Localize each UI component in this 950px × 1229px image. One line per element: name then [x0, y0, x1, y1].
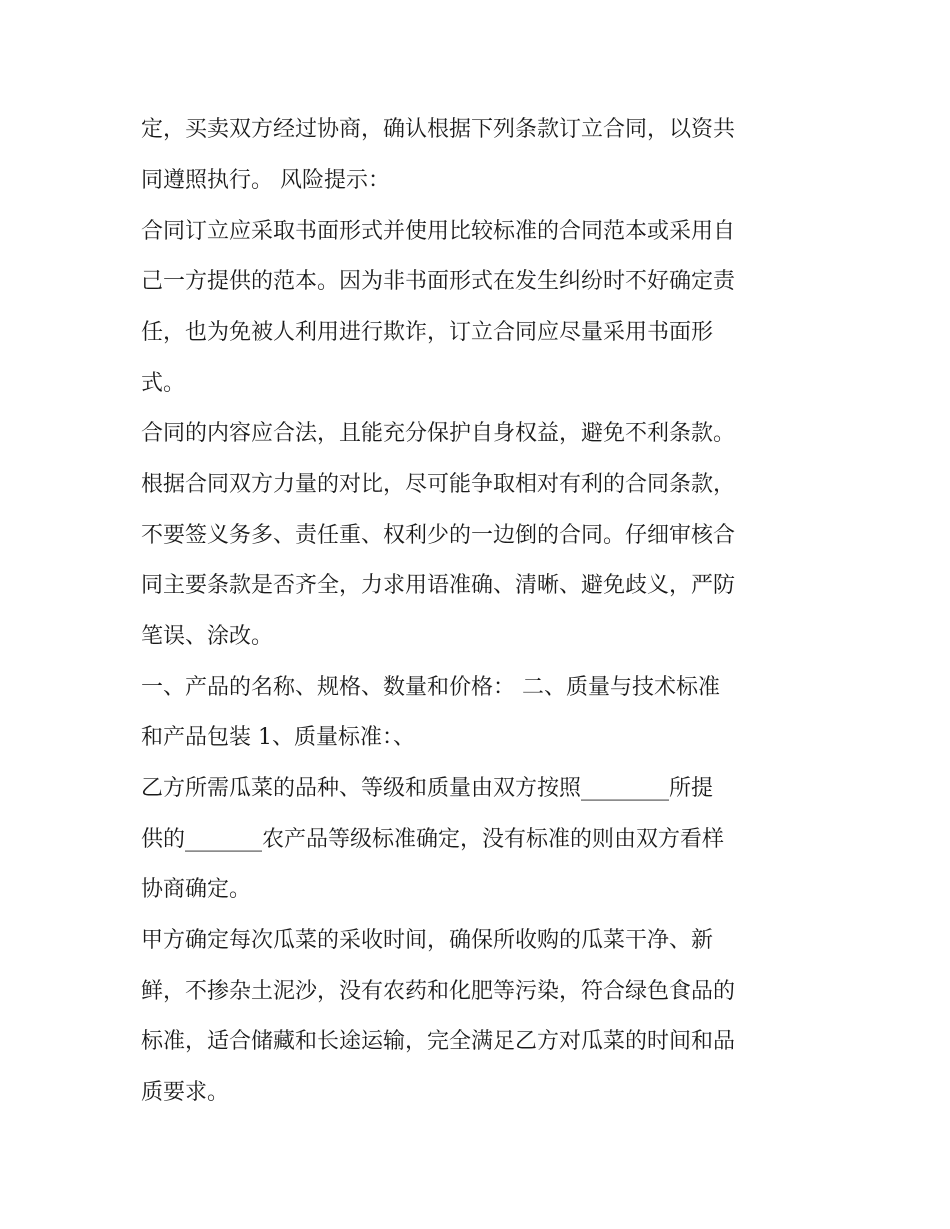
body-text-line: 己一方提供的范本。因为非书面形式在发生纠纷时不好确定责: [141, 269, 736, 294]
body-text-line: 乙方所需瓜菜的品种、等级和质量由双方按照________所提: [141, 776, 714, 801]
body-text-line: 根据合同双方力量的对比，尽可能争取相对有利的合同条款，: [141, 472, 736, 497]
body-text-line: 甲方确定每次瓜菜的采收时间，确保所收购的瓜菜干净、新: [141, 928, 714, 953]
body-text-line: 和产品包装 1、质量标准：、: [141, 725, 415, 750]
body-text-line: 鲜，不掺杂土泥沙，没有农药和化肥等污染，符合绿色食品的: [141, 979, 736, 1004]
body-text-line: 同主要条款是否齐全，力求用语准确、清晰、避免歧义，严防: [141, 573, 736, 598]
body-text-line: 定，买卖双方经过协商，确认根据下列条款订立合同，以资共: [141, 117, 736, 142]
body-text-line: 合同订立应采取书面形式并使用比较标准的合同范本或采用自: [141, 219, 736, 244]
body-text-line: 标准，适合储藏和长途运输，完全满足乙方对瓜菜的时间和品: [141, 1029, 736, 1054]
body-text-line: 笔误、涂改。: [141, 624, 274, 649]
body-text-line: 协商确定。: [141, 877, 252, 902]
body-text-line: 同遵照执行。 风险提示：: [141, 168, 390, 193]
body-text-line: 供的_______农产品等级标准确定，没有标准的则由双方看样: [141, 827, 725, 852]
body-text-line: 一、产品的名称、规格、数量和价格： 二、质量与技术标准: [141, 675, 720, 700]
body-text-line: 质要求。: [141, 1080, 230, 1105]
body-text-line: 式。: [141, 371, 186, 396]
body-text-line: 任，也为免被人利用进行欺诈，订立合同应尽量采用书面形: [141, 320, 714, 345]
body-text-line: 不要签义务多、责任重、权利少的一边倒的合同。仔细审核合: [141, 523, 736, 548]
body-text-line: 合同的内容应合法，且能充分保护自身权益，避免不利条款。: [141, 421, 736, 446]
